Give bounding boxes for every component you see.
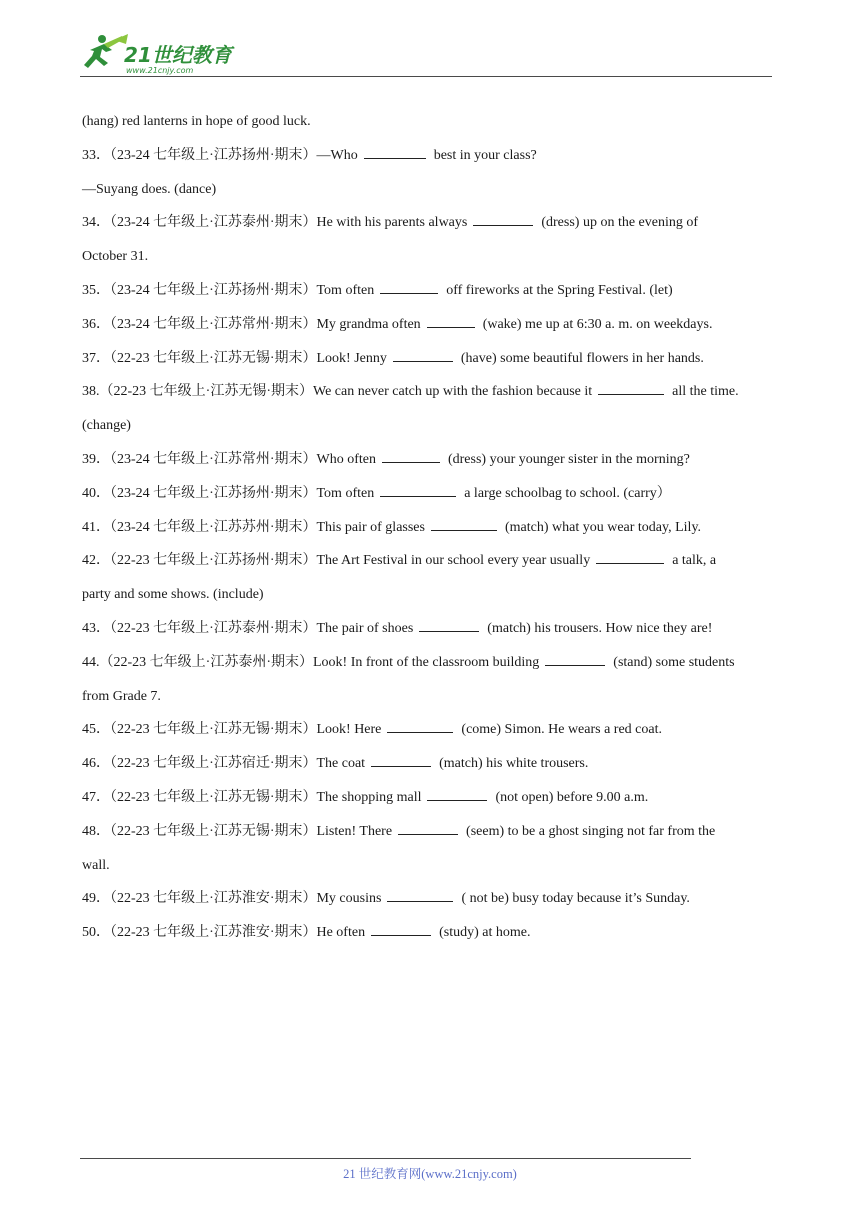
line-text: (hang) red lanterns in hope of good luck. — [82, 114, 311, 129]
text-line — [82, 684, 782, 718]
line-text: 33．（23-24 七年级上·江苏扬州·期末）—Who — [82, 147, 358, 163]
line-text: 35．（23-24 七年级上·江苏扬州·期末）Tom often — [82, 282, 375, 298]
line-text: 44.（22-23 七年级上·江苏泰州·期末）Look! In front of the classroom building — [82, 654, 540, 670]
line-text: 42．（22-23 七年级上·江苏扬州·期末）The Art Festival in our school every year usually — [82, 553, 591, 569]
text-line — [82, 582, 782, 616]
line-text: (seem) to be a ghost singing not far from the — [466, 823, 716, 839]
footer-text: 21 世纪教育网(www.21cnjy.com) — [343, 1167, 517, 1181]
answer-blank — [427, 326, 475, 328]
text-line — [82, 278, 782, 312]
line-text: (have) some beautiful flowers in her hands. — [460, 350, 704, 366]
text-line — [82, 481, 782, 515]
line-text: from Grade 7. — [82, 688, 161, 704]
line-text: 48．（22-23 七年级上·江苏无锡·期末）Listen! There — [82, 823, 393, 839]
line-text: 43．（22-23 七年级上·江苏泰州·期末）The pair of shoes — [82, 620, 414, 636]
line-text: 37．（22-23 七年级上·江苏无锡·期末）Look! Jenny — [82, 350, 387, 366]
answer-blank — [427, 799, 487, 801]
text-line — [82, 210, 782, 244]
line-text: 39．（23-24 七年级上·江苏常州·期末）Who often — [82, 451, 376, 467]
text-line — [82, 143, 782, 177]
line-text: (come) Simon. He wears a red coat. — [461, 722, 662, 738]
text-line — [82, 177, 782, 211]
answer-blank — [371, 934, 431, 936]
text-line — [82, 109, 782, 143]
line-text: October 31. — [82, 249, 149, 265]
text-line — [82, 244, 782, 278]
line-text: 45．（22-23 七年级上·江苏无锡·期末）Look! Here — [82, 722, 382, 738]
answer-blank — [371, 765, 431, 767]
answer-blank — [387, 900, 453, 902]
text-line — [82, 819, 782, 853]
line-text: 36．（23-24 七年级上·江苏常州·期末）My grandma often — [82, 316, 421, 332]
line-text: 38.（22-23 七年级上·江苏无锡·期末）We can never catch up with the fashion because it — [82, 384, 593, 400]
question-list — [82, 109, 782, 954]
line-text: off fireworks at the Spring Festival. (let) — [446, 282, 673, 298]
logo-21cnjy — [78, 30, 248, 76]
line-text: (match) his white trousers. — [439, 756, 589, 772]
line-text: —Suyang does. (dance) — [82, 181, 217, 197]
svg-text:www.21cnjy.com: www.21cnjy.com — [126, 66, 194, 75]
answer-blank — [380, 495, 456, 497]
answer-blank — [596, 562, 664, 564]
line-text: wall. — [82, 857, 110, 873]
answer-blank — [387, 731, 453, 733]
line-text: all the time. — [672, 384, 739, 400]
text-line — [82, 447, 782, 481]
line-text: 50．（22-23 七年级上·江苏淮安·期末）He often — [82, 925, 366, 941]
answer-blank — [431, 529, 497, 531]
header-rule — [80, 76, 772, 77]
line-text: (dress) your younger sister in the morning? — [447, 451, 690, 467]
line-text: a large schoolbag to school. (carry） — [464, 485, 671, 501]
line-text: (match) his trousers. How nice they are! — [487, 620, 713, 636]
line-text: (not open) before 9.00 a.m. — [495, 789, 649, 805]
line-text: (study) at home. — [439, 925, 531, 941]
text-line — [82, 853, 782, 887]
text-line — [82, 616, 782, 650]
line-text: (stand) some students — [613, 654, 735, 670]
line-text: 40．（23-24 七年级上·江苏扬州·期末）Tom often — [82, 485, 375, 501]
answer-blank — [545, 664, 605, 666]
line-text: (wake) me up at 6:30 a. m. on weekdays. — [482, 316, 713, 332]
text-line — [82, 548, 782, 582]
text-line — [82, 717, 782, 751]
text-line — [82, 650, 782, 684]
answer-blank — [364, 157, 426, 159]
line-text: (dress) up on the evening of — [541, 215, 699, 231]
line-text: 46．（22-23 七年级上·江苏宿迁·期末）The coat — [82, 756, 366, 772]
answer-blank — [382, 461, 440, 463]
text-line — [82, 346, 782, 380]
line-text: 34．（23-24 七年级上·江苏泰州·期末）He with his parents always — [82, 215, 468, 231]
text-line — [82, 379, 782, 413]
line-text: 49．（22-23 七年级上·江苏淮安·期末）My cousins — [82, 891, 382, 907]
text-line — [82, 751, 782, 785]
text-line — [82, 920, 782, 954]
text-line — [82, 413, 782, 447]
answer-blank — [393, 360, 453, 362]
svg-text:21世纪教育: 21世纪教育 — [124, 43, 232, 67]
answer-blank — [380, 292, 438, 294]
answer-blank — [398, 833, 458, 835]
line-text: 47．（22-23 七年级上·江苏无锡·期末）The shopping mall — [82, 789, 422, 805]
line-text: party and some shows. (include) — [82, 587, 264, 603]
answer-blank — [473, 224, 533, 226]
footer-rule — [80, 1158, 691, 1159]
line-text: best in your class? — [433, 147, 537, 163]
page-header — [78, 30, 772, 78]
line-text: (match) what you wear today, Lily. — [504, 519, 702, 535]
line-text: a talk, a — [672, 553, 717, 569]
text-line — [82, 785, 782, 819]
line-text: (change) — [82, 418, 131, 434]
text-line — [82, 515, 782, 549]
line-text: ( not be) busy today because it’s Sunday. — [461, 891, 690, 907]
text-line — [82, 886, 782, 920]
answer-blank — [419, 630, 479, 632]
answer-blank — [598, 393, 664, 395]
line-text: 41．（23-24 七年级上·江苏苏州·期末）This pair of glasses — [82, 519, 425, 535]
text-line — [82, 312, 782, 346]
